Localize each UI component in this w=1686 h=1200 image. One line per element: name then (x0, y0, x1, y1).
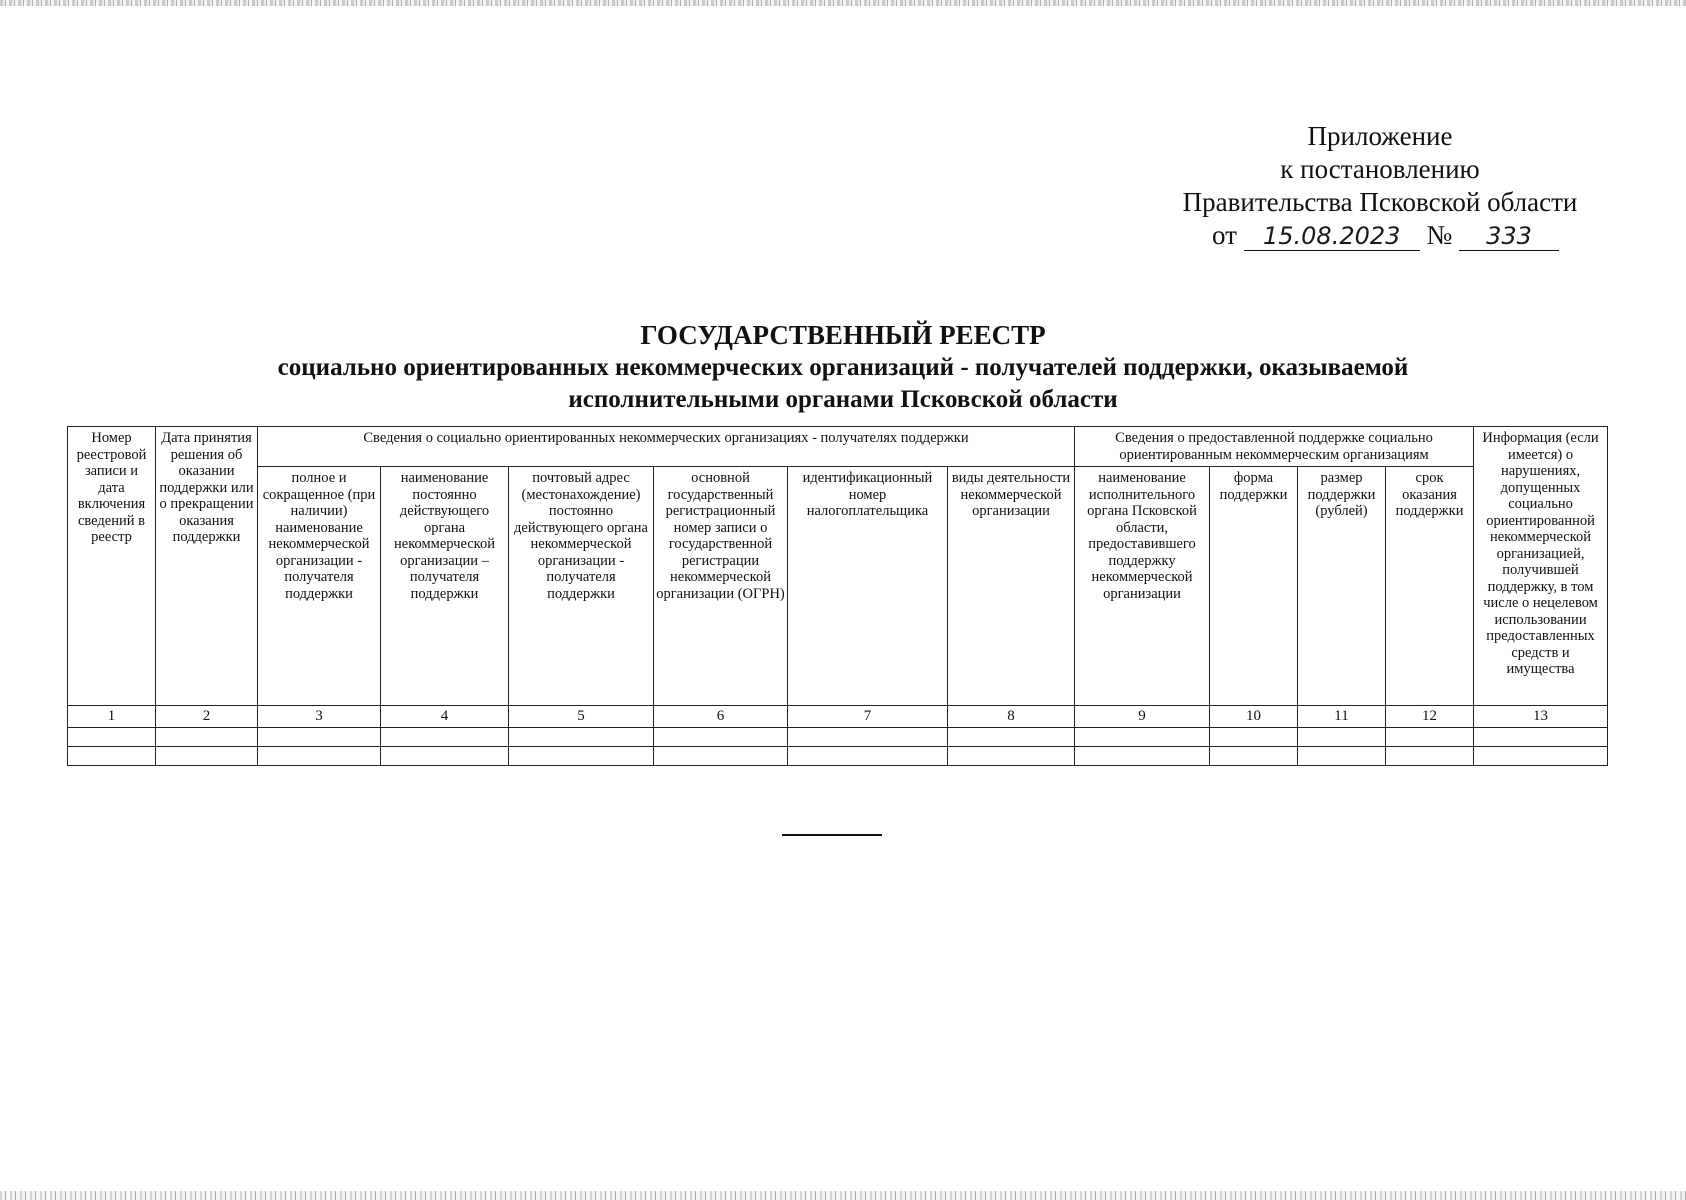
column-number: 3 (258, 706, 381, 728)
table-cell (68, 728, 156, 747)
appendix-line-1: Приложение (1307, 121, 1453, 151)
scan-edge-top (0, 0, 1686, 6)
table-cell (1386, 747, 1474, 766)
header-executive-body: наименование исполнительного органа Псковской области, предоставившего поддержку некоммерческой организации (1075, 467, 1210, 706)
header-ogrn: основной государственный регистрационный номер записи о государственной регистрации некоммерческой организации (ОГРН) (654, 467, 788, 706)
table-cell (654, 747, 788, 766)
column-number: 8 (948, 706, 1075, 728)
table-cell (788, 728, 948, 747)
title-sub-1: социально ориентированных некоммерческих организаций - получателей поддержки, оказываемой (277, 354, 1409, 381)
header-decision-date: Дата принятия решения об оказании поддержки или о прекращении оказания поддержки (156, 427, 258, 706)
title-sub-2: исполнительными органами Псковской области (568, 386, 1118, 413)
table-cell (1210, 747, 1298, 766)
table-cell (1474, 728, 1608, 747)
table-cell (1298, 728, 1386, 747)
header-support-form: форма поддержки (1210, 467, 1298, 706)
table-cell (68, 747, 156, 766)
header-activity-types: виды деятельности некоммерческой организации (948, 467, 1075, 706)
column-number: 7 (788, 706, 948, 728)
handwritten-date: 15.08.2023 (1244, 222, 1420, 251)
header-permanent-body: наименование постоянно действующего органа некоммерческой организации – получателя поддержки (381, 467, 509, 706)
table-cell (258, 747, 381, 766)
appendix-date-line (1120, 219, 1640, 252)
table-cell (381, 747, 509, 766)
appendix-block (1120, 120, 1640, 252)
table-cell (509, 747, 654, 766)
table-cell (788, 747, 948, 766)
table-cell (654, 728, 788, 747)
column-number: 4 (381, 706, 509, 728)
number-sign: № (1426, 220, 1453, 250)
registry-table (67, 426, 1608, 766)
header-group-support: Сведения о предоставленной поддержке социально ориентированным некоммерческим организациям (1075, 427, 1474, 467)
header-row-2 (68, 467, 1608, 706)
table-cell (1474, 747, 1608, 766)
table-cell (258, 728, 381, 747)
table-cell (1075, 747, 1210, 766)
table-cell (509, 728, 654, 747)
title-main: ГОСУДАРСТВЕННЫЙ РЕЕСТР (640, 320, 1046, 350)
header-support-period: срок оказания поддержки (1386, 467, 1474, 706)
column-number: 9 (1075, 706, 1210, 728)
table-cell (156, 747, 258, 766)
column-number: 12 (1386, 706, 1474, 728)
header-support-amount: размер поддержки (рублей) (1298, 467, 1386, 706)
table-cell (1386, 728, 1474, 747)
header-postal-address: почтовый адрес (местонахождение) постоянно действующего органа некоммерческой организации - получателя поддержки (509, 467, 654, 706)
table-cell (381, 728, 509, 747)
column-number: 5 (509, 706, 654, 728)
column-number-row (68, 706, 1608, 728)
document-title (140, 318, 1546, 416)
table-cell (948, 728, 1075, 747)
column-number: 13 (1474, 706, 1608, 728)
scan-edge-bottom (0, 1191, 1686, 1200)
appendix-line-3: Правительства Псковской области (1182, 187, 1578, 217)
column-number: 2 (156, 706, 258, 728)
column-number: 6 (654, 706, 788, 728)
table-cell (156, 728, 258, 747)
appendix-line-2: к постановлению (1280, 154, 1480, 184)
header-record-number: Номер реестровой записи и дата включения сведений в реестр (68, 427, 156, 706)
header-org-name: полное и сокращенное (при наличии) наименование некоммерческой организации - получателя поддержки (258, 467, 381, 706)
column-number: 1 (68, 706, 156, 728)
header-group-organizations: Сведения о социально ориентированных некоммерческих организациях - получателях поддержки (258, 427, 1075, 467)
table-cell (948, 747, 1075, 766)
table-cell (1075, 728, 1210, 747)
date-prefix: от (1212, 220, 1237, 250)
column-number: 11 (1298, 706, 1386, 728)
table-row (68, 728, 1608, 747)
header-row-1 (68, 427, 1608, 467)
column-number: 10 (1210, 706, 1298, 728)
header-inn: идентификационный номер налогоплательщика (788, 467, 948, 706)
table-cell (1298, 747, 1386, 766)
table-cell (1210, 728, 1298, 747)
header-violations-info: Информация (если имеется) о нарушениях, допущенных социально ориентированной некоммерческой организацией, получившей поддержку, в том числе о нецелевом использовании предоставленных средств и имущества (1474, 427, 1608, 706)
table-row (68, 747, 1608, 766)
closing-divider (782, 834, 882, 836)
handwritten-number: 333 (1459, 222, 1559, 251)
